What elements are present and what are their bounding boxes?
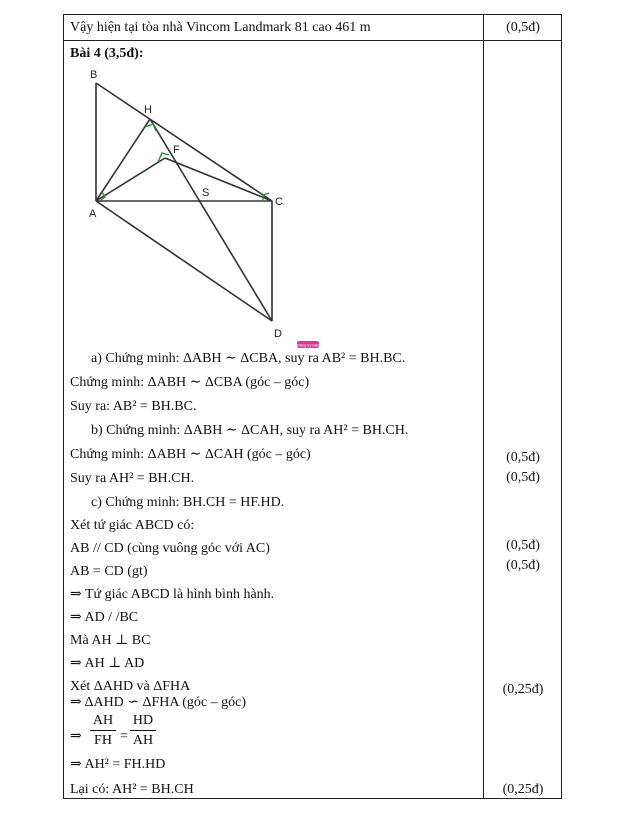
fraction-left-bar <box>90 730 116 731</box>
answer-table <box>63 14 562 799</box>
fraction-arrow: ⇒ <box>70 729 82 744</box>
part-c-line-1: Xét tứ giác ABCD có: <box>70 518 195 533</box>
part-a-task: a) Chứng minh: ΔABH ∼ ΔCBA, suy ra AB² = BH.BC. <box>91 351 406 366</box>
part-a-proof: Chứng minh: ΔABH ∼ ΔCBA (góc – góc) <box>70 375 310 390</box>
header-row-score: (0,5đ) <box>506 20 540 35</box>
part-c-line-10: ⇒ AH² = FH.HD <box>70 757 166 772</box>
score-3: (0,5đ) <box>506 538 540 553</box>
fraction-left <box>90 713 116 748</box>
problem-title: Bài 4 (3,5đ): <box>70 46 144 61</box>
segment-ad <box>96 201 272 321</box>
score-4: (0,5đ) <box>506 558 540 573</box>
watermark-text: Đăng ký bản <box>296 342 320 348</box>
score-6: (0,25đ) <box>502 782 544 797</box>
label-d: D <box>274 328 282 340</box>
segment-ah <box>96 119 150 201</box>
score-1: (0,5đ) <box>506 450 540 465</box>
label-b: B <box>90 69 98 81</box>
score-2: (0,5đ) <box>506 470 540 485</box>
part-c-line-11: Lại có: AH² = BH.CH <box>70 782 194 797</box>
part-b-proof: Chứng minh: ΔABH ∼ ΔCAH (góc – góc) <box>70 447 311 462</box>
fraction-right-bar <box>130 730 156 731</box>
fraction-right-numerator: HD <box>132 713 154 728</box>
segment-hd <box>150 119 272 321</box>
part-a-result: Suy ra: AB² = BH.BC. <box>70 399 197 414</box>
label-a: A <box>89 208 97 220</box>
part-c-line-3: AB = CD (gt) <box>70 564 148 579</box>
label-c: C <box>275 196 283 208</box>
header-row-text: Vậy hiện tại tòa nhà Vincom Landmark 81 cao 461 m <box>70 20 371 35</box>
score-5: (0,25đ) <box>502 682 544 697</box>
part-c-line-7: ⇒ AH ⊥ AD <box>70 656 145 671</box>
table-column-divider <box>483 15 484 798</box>
part-b-task: b) Chứng minh: ΔABH ∼ ΔCAH, suy ra AH² = BH.CH. <box>91 423 409 438</box>
part-c-line-6: Mà AH ⊥ BC <box>70 633 151 648</box>
fraction-right-denominator: AH <box>132 733 154 748</box>
part-c-line-8: Xét ΔAHD và ΔFHA <box>70 679 191 694</box>
label-f: F <box>173 144 180 156</box>
part-c-line-2: AB // CD (cùng vuông góc với AC) <box>70 541 270 556</box>
fraction-left-denominator: FH <box>94 733 112 748</box>
part-c-line-4: ⇒ Tứ giác ABCD là hình bình hành. <box>70 587 275 602</box>
part-c-line-5: ⇒ AD / /BC <box>70 610 139 625</box>
fraction-left-numerator: AH <box>92 713 114 728</box>
fraction-equals: = <box>120 729 128 744</box>
segment-af <box>96 158 165 201</box>
geometry-figure <box>80 65 320 355</box>
segment-bc <box>96 83 272 201</box>
label-s: S <box>202 187 210 199</box>
table-row-divider <box>64 40 561 41</box>
fraction-right <box>130 713 156 748</box>
label-h: H <box>144 104 152 116</box>
part-b-result: Suy ra AH² = BH.CH. <box>70 471 195 486</box>
part-c-line-9: ⇒ ΔAHD ∽ ΔFHA (góc – góc) <box>70 695 247 710</box>
part-c-task: c) Chứng minh: BH.CH = HF.HD. <box>91 495 285 510</box>
